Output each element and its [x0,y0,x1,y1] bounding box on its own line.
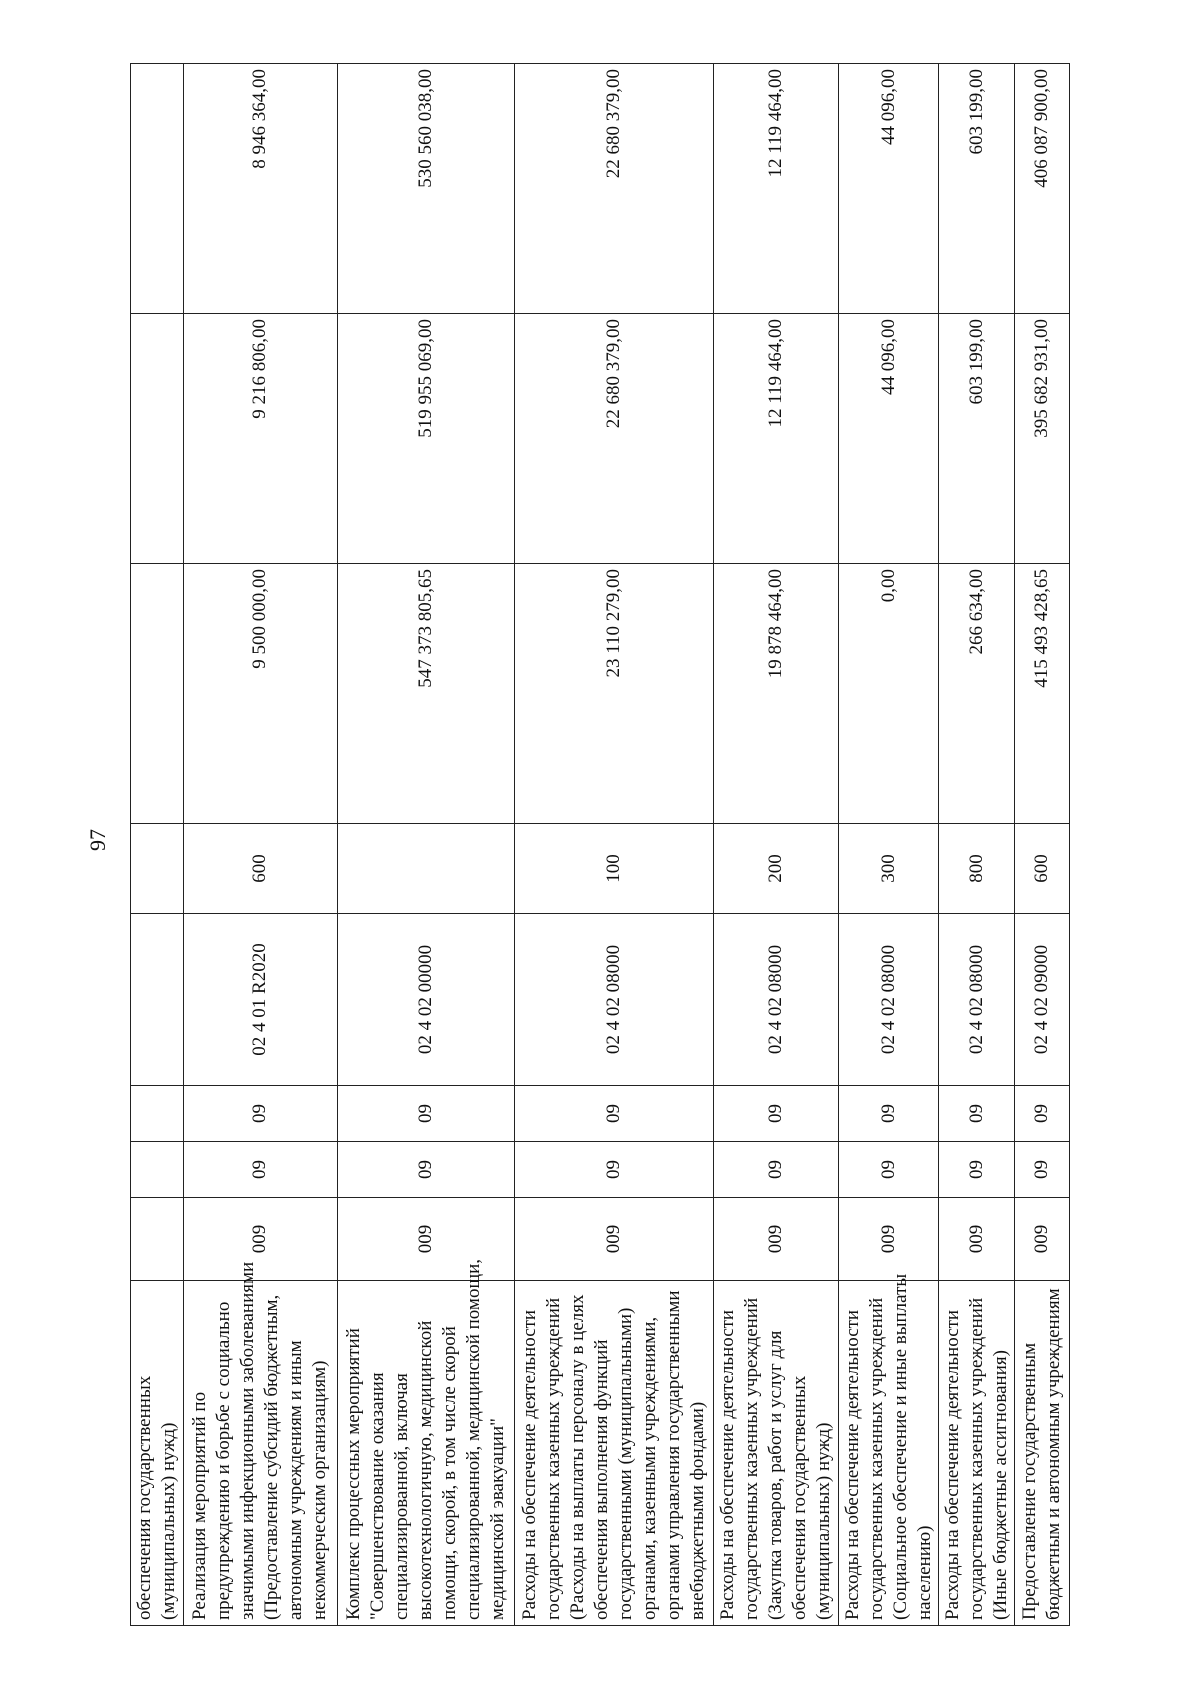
ministry-code-cell: 009 [183,1198,338,1281]
amount-cell-2: 44 096,00 [839,314,939,564]
expense-type-cell [338,824,515,914]
target-article-cell: 02 4 02 08000 [714,914,839,1086]
ministry-code-cell: 009 [338,1198,515,1281]
row-name-cell [939,1281,1015,1626]
section-code-cell: 09 [515,1142,714,1198]
row-name-line: (муниципальных) нужд) [157,1422,179,1620]
row-name-line: значимыми инфекционными заболеваниями [237,1261,259,1620]
expense-type-cell: 100 [515,824,714,914]
row-name-line: "Совершенствование оказания [367,1372,389,1620]
amount-cell-1: 415 493 428,65 [1015,564,1070,824]
row-name-line: Расходы на обеспечение деятельности [941,1309,963,1620]
subsection-code-cell: 09 [515,1086,714,1142]
subsection-code-cell: 09 [338,1086,515,1142]
ministry-code-cell: 009 [515,1198,714,1281]
row-name-line: (Расходы на выплаты персоналу в целях [567,1294,589,1620]
row-name-cell [1015,1281,1070,1626]
row-name-cell [183,1261,338,1626]
row-name-line: населению) [913,1525,935,1620]
expense-type-cell: 200 [714,824,839,914]
row-name-line: (Иные бюджетные ассигнования) [989,1350,1011,1620]
budget-table [130,63,1070,1626]
row-name-line: обеспечения государственных [789,1375,811,1620]
row-name-line: некоммерческим организациям) [309,1360,331,1620]
row-name-line: (муниципальных) нужд) [813,1422,835,1620]
row-name-line: Реализация мероприятий по [189,1391,211,1620]
amount-cell-2: 22 680 379,00 [515,314,714,564]
row-name-line: обеспечения выполнения функций [591,1339,613,1620]
row-name-cell [839,1273,939,1626]
row-name-line: органами управления государственными [663,1290,685,1620]
section-code-cell [131,1142,184,1198]
row-name-line: органами, казенными учреждениями, [639,1316,661,1620]
table-row [839,64,939,1626]
row-name-line: Комплекс процессных мероприятий [343,1328,365,1620]
ministry-code-cell: 009 [939,1198,1015,1281]
target-article-cell: 02 4 02 08000 [515,914,714,1086]
target-article-cell: 02 4 02 09000 [1015,914,1070,1086]
row-name-line: Расходы на обеспечение деятельности [519,1309,541,1620]
ministry-code-cell: 009 [839,1198,939,1281]
expense-type-cell: 800 [939,824,1015,914]
amount-cell-1: 547 373 805,65 [338,564,515,824]
section-code-cell: 09 [714,1142,839,1198]
table-row [183,64,338,1626]
table-row [1015,64,1070,1626]
row-name-line: (Социальное обеспечение и иные выплаты [889,1273,911,1620]
row-name-line: (Закупка товаров, работ и услуг для [765,1330,787,1620]
amount-cell-2: 603 199,00 [939,314,1015,564]
amount-cell-1: 23 110 279,00 [515,564,714,824]
row-name-cell [515,1281,714,1626]
section-code-cell: 09 [939,1142,1015,1198]
rotated-table-container [130,64,1070,1626]
subsection-code-cell: 09 [939,1086,1015,1142]
amount-cell-1: 9 500 000,00 [183,564,338,824]
row-name-line: Расходы на обеспечение деятельности [717,1309,739,1620]
amount-cell-1: 19 878 464,00 [714,564,839,824]
amount-cell-1: 0,00 [839,564,939,824]
subsection-code-cell [131,1086,184,1142]
row-name-line: внебюджетными фондами) [687,1401,709,1620]
amount-cell-3: 8 946 364,00 [183,64,338,314]
row-name-line: помощи, скорой, в том числе скорой [439,1326,461,1620]
row-name-line: обеспечения государственных [133,1375,155,1620]
table-row [515,64,714,1626]
row-name-line: специализированной, медицинской помощи, [463,1259,485,1620]
subsection-code-cell: 09 [183,1086,338,1142]
table-row [714,64,839,1626]
page-number: 97 [85,829,110,851]
amount-cell-2: 395 682 931,00 [1015,314,1070,564]
ministry-code-cell: 009 [714,1198,839,1281]
amount-cell-3 [131,64,184,314]
target-article-cell [131,914,184,1086]
amount-cell-3: 44 096,00 [839,64,939,314]
subsection-code-cell: 09 [1015,1086,1070,1142]
target-article-cell: 02 4 02 08000 [939,914,1015,1086]
section-code-cell: 09 [1015,1142,1070,1198]
expense-type-cell: 600 [183,824,338,914]
amount-cell-2: 519 955 069,00 [338,314,515,564]
subsection-code-cell: 09 [714,1086,839,1142]
row-name-line: автономным учреждениям и иным [285,1340,307,1620]
row-name-line: специализированной, включая [391,1373,413,1620]
target-article-cell: 02 4 02 00000 [338,914,515,1086]
row-name-line: медицинской эвакуации" [487,1418,509,1620]
ministry-code-cell: 009 [1015,1198,1070,1281]
amount-cell-3: 530 560 038,00 [338,64,515,314]
section-code-cell: 09 [183,1142,338,1198]
row-name-line: предупреждению и борьбе с социально [213,1301,235,1620]
row-name-cell [131,1281,184,1626]
row-name-cell [338,1259,515,1626]
table-row [338,64,515,1626]
amount-cell-3: 406 087 900,00 [1015,64,1070,314]
section-code-cell: 09 [839,1142,939,1198]
section-code-cell: 09 [338,1142,515,1198]
table-row [939,64,1015,1626]
row-name-line: (Предоставление субсидий бюджетным, [261,1294,283,1620]
table-body [131,64,1070,1626]
expense-type-cell: 600 [1015,824,1070,914]
amount-cell-2 [131,314,184,564]
row-name-cell [714,1281,839,1626]
subsection-code-cell: 09 [839,1086,939,1142]
expense-type-cell [131,824,184,914]
target-article-cell: 02 4 02 08000 [839,914,939,1086]
row-name-line: государственных казенных учреждений [741,1297,763,1620]
amount-cell-1 [131,564,184,824]
ministry-code-cell [131,1198,184,1281]
amount-cell-3: 12 119 464,00 [714,64,839,314]
target-article-cell: 02 4 01 R2020 [183,914,338,1086]
table-row [131,64,184,1626]
row-name-line: высокотехнологичную, медицинской [415,1320,437,1620]
row-name-line: бюджетным и автономным учреждениям [1043,1288,1065,1620]
amount-cell-3: 22 680 379,00 [515,64,714,314]
row-name-line: государственных казенных учреждений [965,1297,987,1620]
amount-cell-2: 12 119 464,00 [714,314,839,564]
row-name-line: государственных казенных учреждений [543,1297,565,1620]
amount-cell-1: 266 634,00 [939,564,1015,824]
row-name-line: Расходы на обеспечение деятельности [841,1309,863,1620]
row-name-line: государственными (муниципальными) [615,1307,637,1620]
row-name-line: Предоставление государственным [1019,1342,1041,1620]
expense-type-cell: 300 [839,824,939,914]
amount-cell-2: 9 216 806,00 [183,314,338,564]
row-name-line: государственных казенных учреждений [865,1297,887,1620]
amount-cell-3: 603 199,00 [939,64,1015,314]
